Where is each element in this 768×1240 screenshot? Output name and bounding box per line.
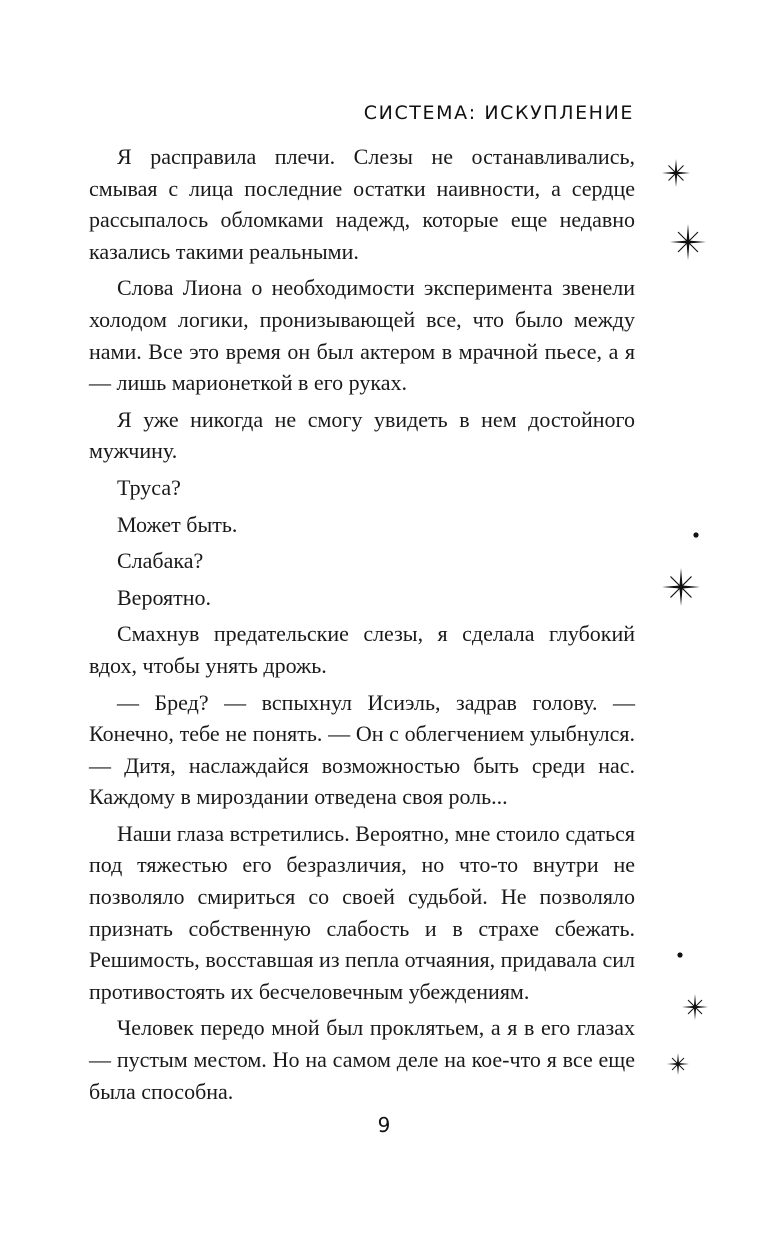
paragraph: — Бред? — вспыхнул Исиэль, задрав голову. — Конечно, тебе не понять. — Он с облегчением улыбнулся. — Дитя, наслаждайся возможностью быть среди нас. Каждому в мироздании отведена своя роль... (89, 689, 635, 810)
paragraph: Я расправила плечи. Слезы не останавливались, смывая с лица последние остатки наивности, а сердце рассыпалось обломками надежд, которые еще недавно казались такими реальными. (89, 144, 635, 264)
dot-icon (677, 952, 683, 958)
paragraph: Я уже никогда не смогу увидеть в нем достойного мужчину. (89, 406, 635, 464)
dot-icon (693, 532, 699, 538)
star-icon (662, 568, 700, 606)
star-icon (667, 1053, 689, 1075)
star-icon (662, 159, 690, 187)
paragraph: Слабака? (117, 548, 204, 574)
paragraph: Наши глаза встретились. Вероятно, мне стоило сдаться под тяжестью его безразличия, но что-то внутри не позволяло смириться со своей судьбой. Не позволяло признать собственную слабость и в страхе сбежать. Решимость, восставшая из пепла отчаяния, придавала сил противостоять их бесчеловечным убеждениям. (89, 820, 635, 1004)
running-header-title: СИСТЕМА: ИСКУПЛЕНИЕ (363, 102, 634, 124)
star-icon (682, 994, 708, 1020)
paragraph: Смахнув предательские слезы, я сделала глубокий вдох, чтобы унять дрожь. (89, 621, 635, 678)
page-number: 9 (377, 1113, 391, 1137)
paragraph: Может быть. (117, 511, 238, 537)
star-icon (670, 224, 706, 260)
paragraph: Слова Лиона о необходимости эксперимента звенели холодом логики, пронизывающей все, что было между нами. Все это время он был актером в мрачной пьесе, а я — лишь марионеткой в его руках. (89, 275, 635, 396)
paragraph: Человек передо мной был проклятьем, а я в его глазах — пустым местом. Но на самом деле на кое-что я все еще была способна. (89, 1015, 635, 1104)
paragraph: Вероятно. (117, 584, 212, 610)
page-body-text (89, 141, 635, 1112)
paragraph: Труса? (117, 474, 181, 500)
